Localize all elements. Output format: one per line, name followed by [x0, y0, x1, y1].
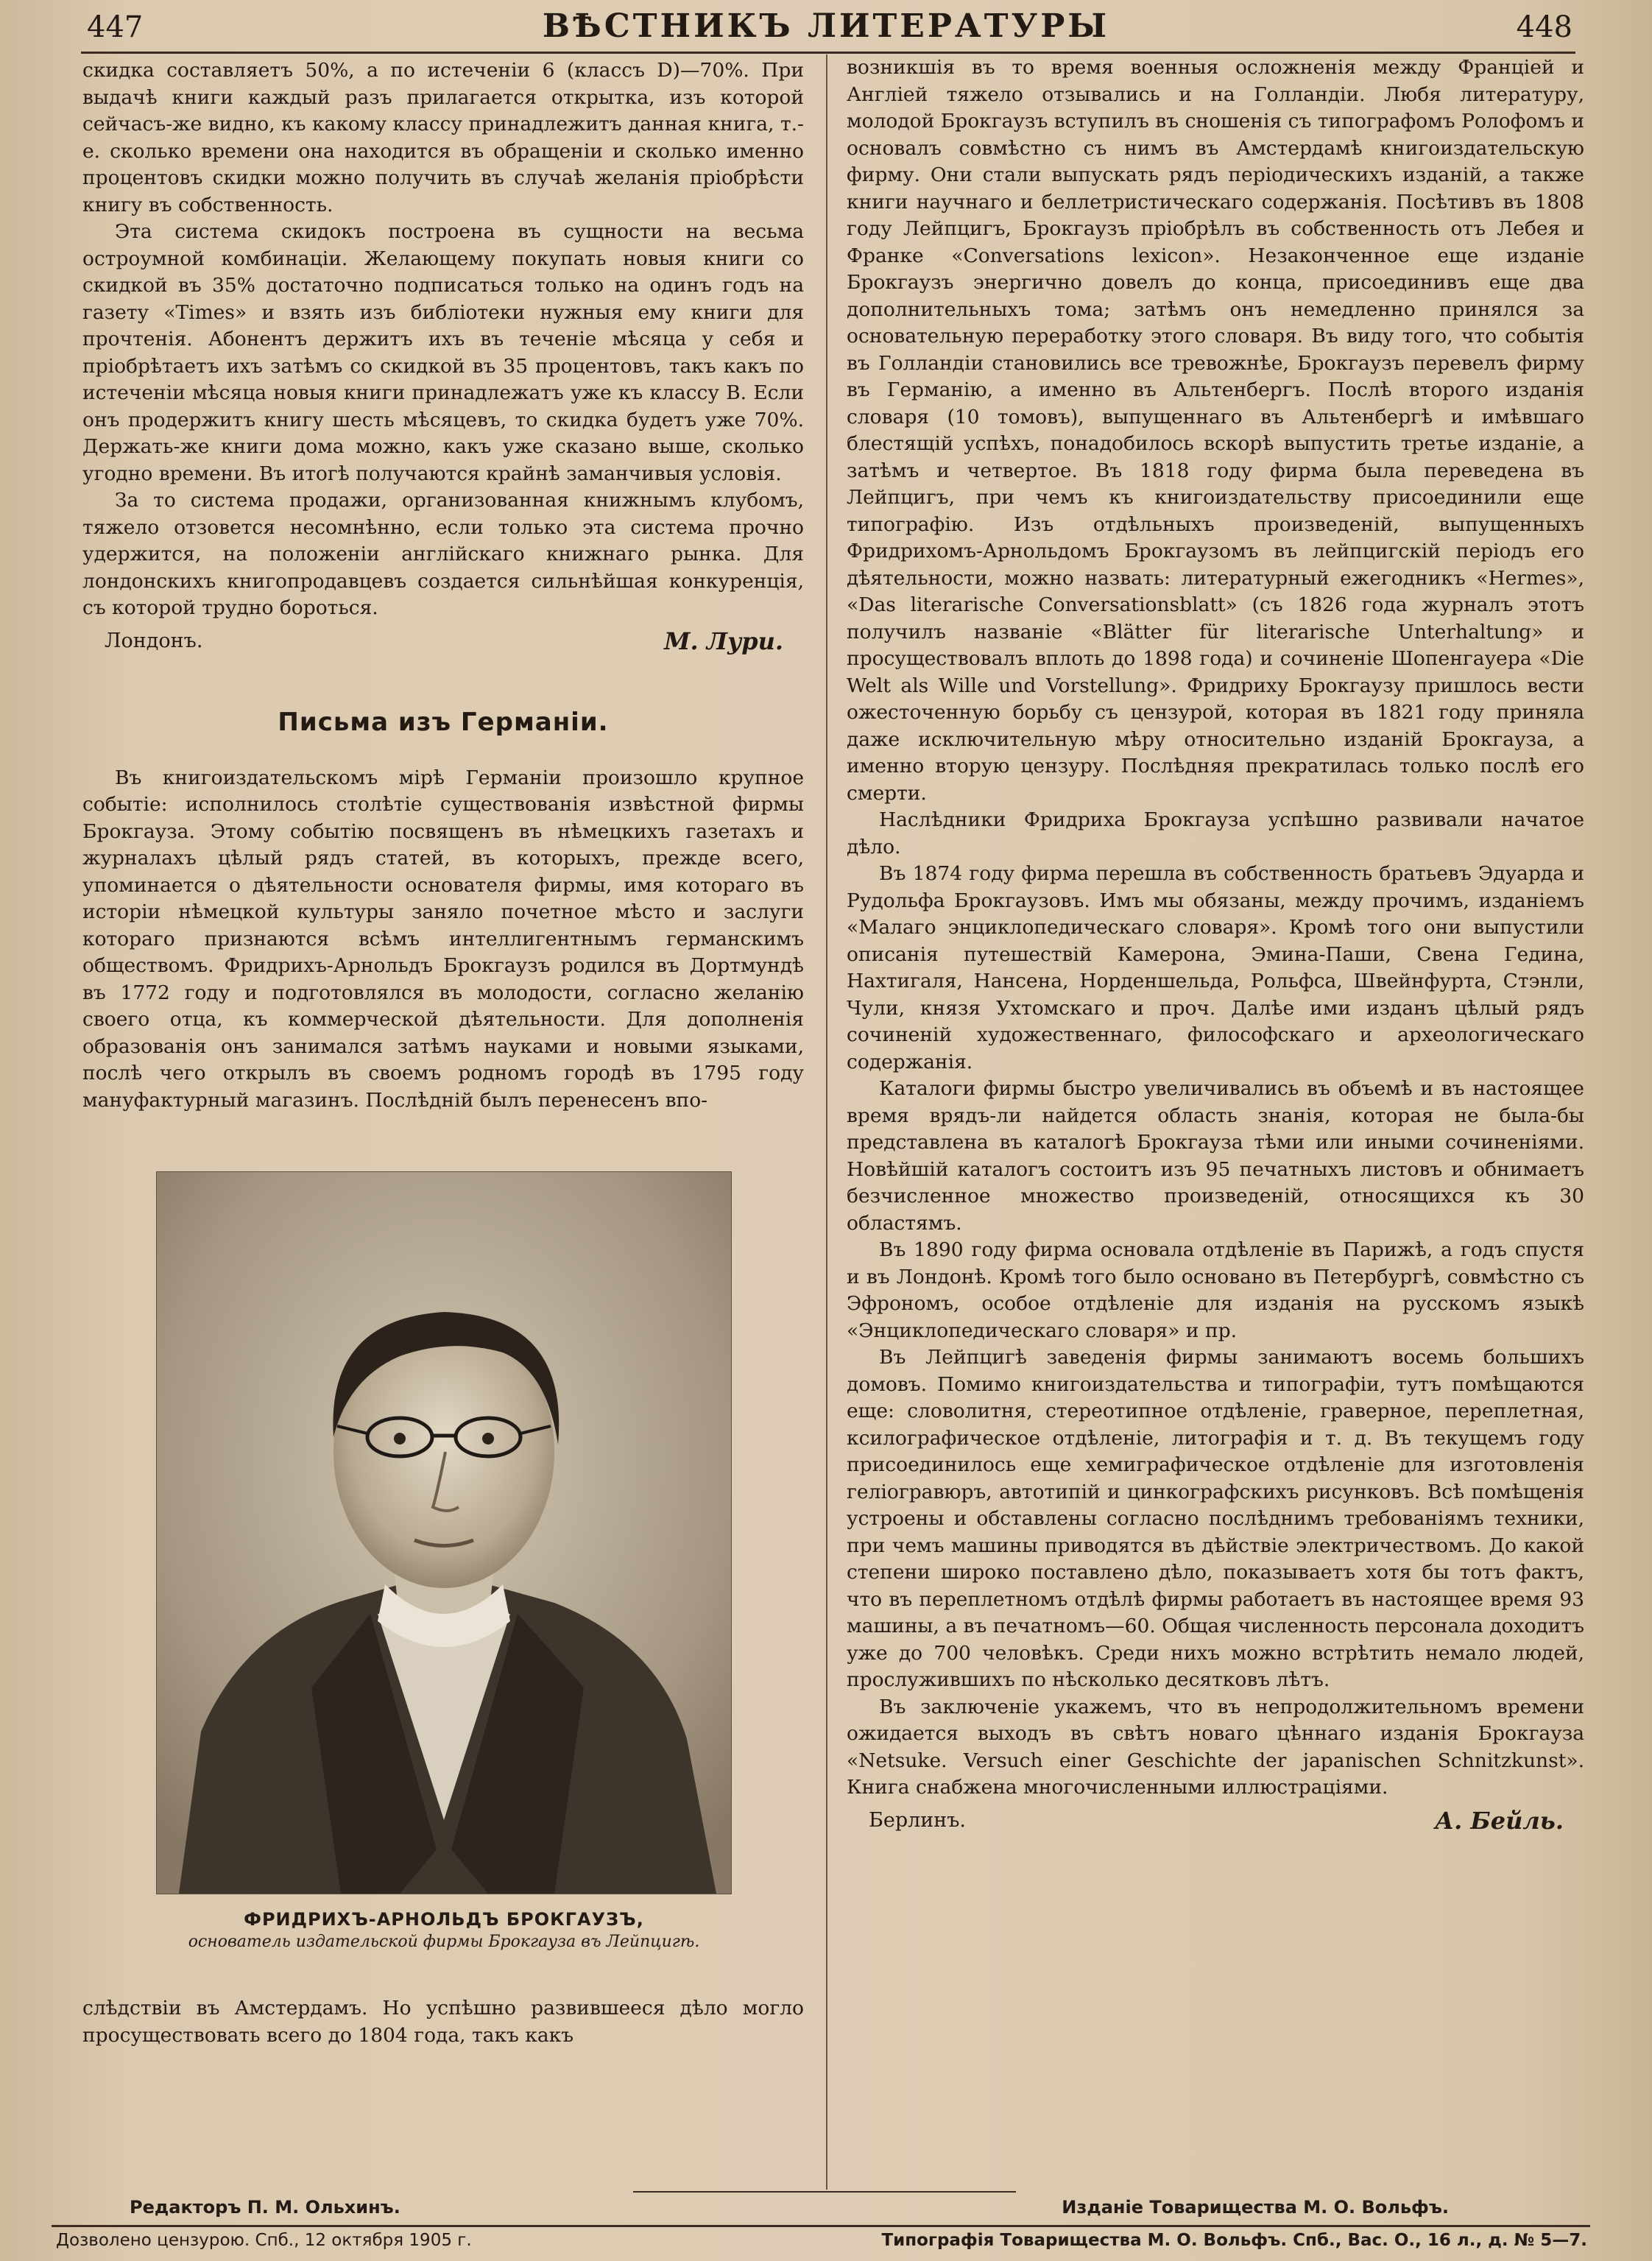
- footer-credits: [82, 2197, 1577, 2218]
- footer-rule: [52, 2225, 1590, 2227]
- paragraph: За то система продажи, организованная книжнымъ клубомъ, тяжело отзовется несомнѣнно, если только эта система прочно удержится, на положеніи англійскаго книжнаго рынка. Для лондонскихъ книгопродавцевъ создается сильнѣйшая конкуренція, съ которой трудно бороться.: [82, 489, 804, 619]
- left-column: [82, 57, 804, 2049]
- paragraph: слѣдствіи въ Амстердамъ. Но успѣшно развившееся дѣло могло просуществовать всего до 1804 года, такъ какъ: [82, 1997, 804, 2047]
- paragraph: Въ заключеніе укажемъ, что въ непродолжительномъ времени ожидается выходъ въ свѣтъ новаго цѣннаго изданія Брокгауза «Netsuke. Versuch einer Geschichte der japanischen Schnitzkunst». Книга снабжена многочисленными иллюстраціями.: [847, 1695, 1584, 1799]
- portrait-engraving: [156, 1171, 732, 1894]
- paragraph: Эта система скидокъ построена въ сущности на весьма остроумной комбинаціи. Желающему покупать новыя книги со скидкой въ 35% достаточно подписаться только на одинъ годъ на газету «Times» и взять изъ библіотеки нужныя ему книги для прочтенія. Абонентъ держитъ ихъ въ теченіе мѣсяца у себя и пріобрѣтаетъ ихъ затѣмъ со скидкой въ 35 процентовъ, такъ какъ по истеченіи мѣсяца новыя книги принадлежатъ уже къ классу B. Если онъ продержитъ книгу шесть мѣсяцевъ, то скидка будетъ уже 70%. Держать-же книги дома можно, какъ уже сказано выше, сколько угодно времени. Въ итогѣ получаются крайнѣ заманчивыя условія.: [82, 220, 804, 485]
- printer-note: Типографія Товарищества М. О. Вольфъ. Спб., Вас. О., 16 л., д. № 5—7.: [881, 2231, 1587, 2250]
- right-column: [847, 54, 1584, 1835]
- paragraph: Въ книгоиздательскомъ мірѣ Германіи произошло крупное событіе: исполнилось столѣтіе существованія извѣстной фирмы Брокгауза. Этому событію посвященъ въ нѣмецкихъ газетахъ и журналахъ цѣлый рядъ статей, въ которыхъ, прежде всего, упоминается о дѣятельности основателя фирмы, имя котораго въ исторіи нѣмецкой культуры заняло почетное мѣсто и заслуги котораго признаются всѣмъ интеллигентнымъ германскимъ обществомъ. Фридрихъ-Арнольдъ Брокгаузъ родился въ Дортмундѣ въ 1772 году и подготовлялся въ молодости, согласно желанію своего отца, къ коммерческой дѣятельности. Для дополненія образованія онъ занимался затѣмъ науками и новыми языками, послѣ чего открылъ въ своемъ родномъ городѣ въ 1795 году мануфактурный магазинъ. Послѣдній былъ перенесенъ впо-: [82, 766, 804, 1112]
- caption-title: ФРИДРИХЪ-АРНОЛЬДЪ БРОКГАУЗЪ,: [244, 1909, 644, 1930]
- paragraph: Наслѣдники Фридриха Брокгауза успѣшно развивали начатое дѣло.: [847, 808, 1584, 858]
- footer-imprint: [56, 2231, 1587, 2250]
- column-divider: [826, 54, 827, 2190]
- paragraph: Въ 1890 году фирма основала отдѣленіе въ Парижѣ, а годъ спустя и въ Лондонѣ. Кромѣ того было основано въ Петербургѣ, совмѣстно съ Эфрономъ, особое отдѣленіе для изданія на русскомъ языкѣ «Энциклопедическаго словаря» и пр.: [847, 1238, 1584, 1342]
- portrait-image: [157, 1172, 731, 1894]
- paragraph: Каталоги фирмы быстро увеличивались въ объемѣ и въ настоящее время врядъ-ли найдется область знанія, которая не была-бы представлена въ каталогѣ Брокгауза тѣми или иными сочиненіями. Новѣйшій каталогъ состоитъ изъ 95 печатныхъ листовъ и обнимаетъ безчисленное множество произведеній, относящихся къ 30 областямъ.: [847, 1077, 1584, 1235]
- footer-short-rule: [633, 2191, 1016, 2193]
- publisher-credit: Изданіе Товарищества М. О. Вольфъ.: [1062, 2197, 1449, 2218]
- page-number-right: 448: [1516, 10, 1572, 44]
- caption-subtitle: основатель издательской фирмы Брокгауза въ Лейпцигѣ.: [188, 1933, 700, 1951]
- signature-author: А. Бейль.: [1435, 1806, 1564, 1835]
- portrait-figure: [156, 1171, 732, 1951]
- signature-line: [847, 1806, 1584, 1835]
- running-title: ВѢСТНИКЪ ЛИТЕРАТУРЫ: [542, 7, 1110, 45]
- header-rule: [81, 52, 1575, 54]
- paragraph: скидка составляетъ 50%, а по истеченіи 6 (классъ D)—70%. При выдачѣ книги каждый разъ прилагается открытка, изъ которой сейчасъ-же видно, къ какому классу принадлежитъ данная книга, т.-е. сколько времени она находится въ обращеніи и сколько именно процентовъ скидки можно получить въ случаѣ желанія пріобрѣсти книгу въ собственность.: [82, 59, 804, 216]
- editor-credit: Редакторъ П. М. Ольхинъ.: [130, 2197, 400, 2218]
- section-title: Письма изъ Германіи.: [278, 707, 609, 737]
- paragraph: возникшія въ то время военныя осложненія между Франціей и Англіей тяжело отзывались и на Голландіи. Любя литературу, молодой Брокгаузъ вступилъ въ сношенія съ типографомъ Ролофомъ и основалъ совмѣстно съ нимъ въ Амстердамѣ книгоиздательскую фирму. Они стали выпускать рядъ періодическихъ изданій, а также книги научнаго и беллетристическаго содержанія. Посѣтивъ въ 1808 году Лейпцигъ, Брокгаузъ пріобрѣлъ въ собственность отъ Лебея и Франке «Conversations lexicon». Незаконченное еще изданіе Брокгаузъ энергично довелъ до конца, присоединивъ еще два дополнительныхъ тома; затѣмъ онъ немедленно принялся за основательную переработку этого словаря. Въ виду того, что событія въ Голландіи становились все тревожнѣе, Брокгаузъ перевелъ фирму въ Германію, а именно въ Альтенбергъ. Послѣ второго изданія словаря (10 томовъ), выпущеннаго въ Альтенбергѣ и имѣвшаго блестящій успѣхъ, понадобилось вскорѣ выпустить третье изданіе, а затѣмъ и четвертое. Въ 1818 году фирма была переведена въ Лейпцигъ, при чемъ къ книгоиздательству присоединили еще типографію. Изъ отдѣльныхъ произведеній, выпущенныхъ Фридрихомъ-Арнольдомъ Брокгаузомъ въ лейпцигскій періодъ его дѣятельности, можно назвать: литературный ежегодникъ «Hermes», «Das literarische Conversationsblatt» (съ 1826 года журналъ этотъ получилъ названіе «Blätter für literarische Unterhaltung» и просуществовалъ вплоть до 1898 года) и сочиненіе Шопенгауера «Die Welt als Wille und Vorstellung». Фридриху Брокгаузу пришлось вести ожесточенную борьбу съ цензурой, которая въ 1821 году приняла даже исключительную мѣру относительно изданій Брокгауза, а именно вторую цензуру. Послѣдняя прекратилась только послѣ его смерти.: [847, 56, 1584, 805]
- signature-place: Берлинъ.: [869, 1808, 967, 1832]
- paragraph: Въ 1874 году фирма перешла въ собственность братьевъ Эдуарда и Рудольфа Брокгаузовъ. Имъ мы обязаны, между прочимъ, изданіемъ «Малаго энциклопедическаго словаря». Кромѣ того они выпустили описанія путешествій Камерона, Эмина-Паши, Свена Гедина, Нахтигаля, Нансена, Норденшельда, Рольфса, Швейнфурта, Стэнли, Чули, князя Ухтомскаго и проч. Далѣе ими изданъ цѣлый рядъ сочиненій художественнаго, философскаго и археологическаго содержанія.: [847, 862, 1584, 1073]
- portrait-caption: [156, 1909, 732, 1951]
- censor-note: Дозволено цензурою. Спб., 12 октября 1905 г.: [56, 2231, 472, 2250]
- signature-author: М. Лури.: [664, 627, 783, 655]
- signature-line: [82, 627, 804, 656]
- page-number-left: 447: [87, 10, 144, 44]
- signature-place: Лондонъ.: [105, 629, 203, 652]
- paragraph: Въ Лейпцигѣ заведенія фирмы занимаютъ восемь большихъ домовъ. Помимо книгоиздательства и типографіи, тутъ помѣщаются еще: словолитня, стереотипное отдѣленіе, граверное, переплетная, ксилографическое отдѣленіе, литографія и т. д. Въ текущемъ году присоединилось еще хемиграфическое отдѣленіе для изготовленія геліогравюръ, автотипій и цинкографскихъ рисунковъ. Всѣ помѣщенія устроены и обставлены согласно послѣднимъ требованіямъ техники, при чемъ машины приводятся въ дѣйствіе электричествомъ. До какой степени широко поставлено дѣло, показываетъ хотя бы тотъ фактъ, что въ переплетномъ отдѣлѣ фирмы работаетъ въ настоящее время 93 машины, а въ печатномъ—60. Общая численность персонала доходитъ уже до 700 человѣкъ. Среди нихъ можно встрѣтить немало людей, прослужившихъ по нѣсколько десятковъ лѣтъ.: [847, 1346, 1584, 1691]
